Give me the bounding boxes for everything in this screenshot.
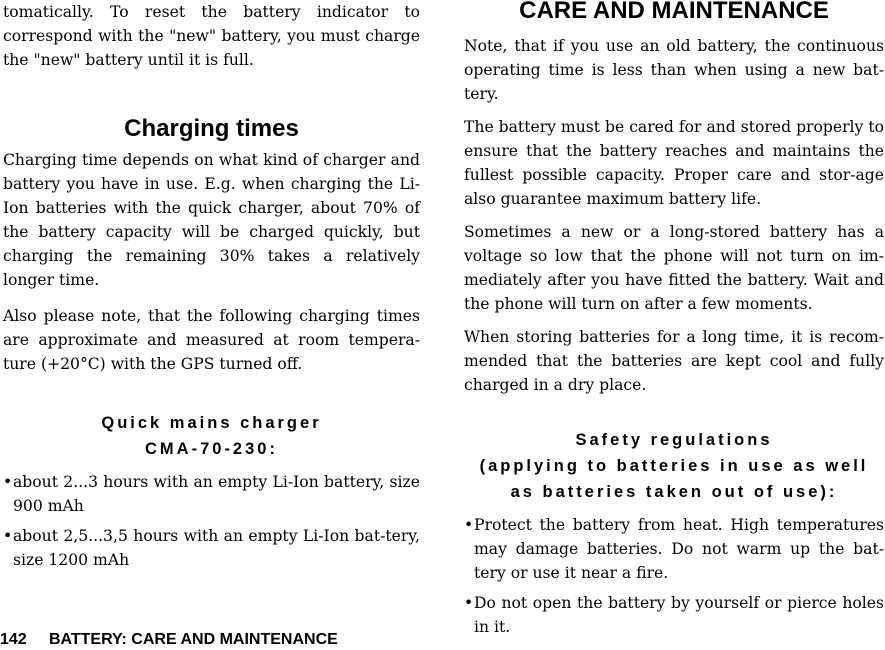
running-title: BATTERY: CARE AND MAINTENANCE — [48, 631, 338, 648]
charging-paragraph-2: Also please note, that the following charging times are approximate and measured at room tempera-ture (+20°C) with the GPS turned off. — [3, 307, 420, 373]
left-column — [3, 0, 420, 572]
charger-heading-line-1: Quick mains charger — [101, 414, 322, 432]
list-item — [464, 591, 884, 639]
charger-heading-line-2: CMA-70-230: — [145, 440, 278, 458]
charging-times-heading: Charging times — [124, 115, 299, 142]
list-item-text: Protect the battery from heat. High temperatures may damage batteries. Do not warm up the bat-tery or use it near a fire. — [474, 516, 884, 582]
safety-heading-line-3: as batteries taken out of use): — [510, 483, 838, 501]
bullet-marker: • — [3, 527, 13, 545]
safety-heading-line-1: Safety regulations — [575, 431, 773, 449]
intro-paragraph: tomatically. To reset the battery indicator to correspond with the "new" battery, you must charge the "new" battery until it is full. — [3, 3, 420, 69]
list-item-text: about 2,5...3,5 hours with an empty Li-Ion bat-tery, size 1200 mAh — [13, 527, 420, 569]
care-paragraph-2: The battery must be cared for and stored properly to ensure that the battery reaches and maintains the fullest possible capacity. Proper care and stor-age also guarantee maximum battery life. — [464, 118, 884, 208]
list-item-text: about 2...3 hours with an empty Li-Ion battery, size 900 mAh — [13, 473, 420, 515]
safety-heading-line-2: (applying to batteries in use as well — [479, 457, 869, 475]
list-item-text: Do not open the battery by yourself or pierce holes in it. — [474, 594, 884, 636]
bullet-marker: • — [464, 516, 474, 534]
care-paragraph-3: Sometimes a new or a long-stored battery has a voltage so low that the phone will not turn on im-mediately after you have fitted the battery. Wait and the phone will turn on after a few moments. — [464, 223, 884, 313]
care-maintenance-heading: CARE AND MAINTENANCE — [519, 0, 829, 24]
bullet-marker: • — [3, 473, 13, 491]
page-footer — [0, 630, 338, 650]
care-paragraph-1: Note, that if you use an old battery, the continuous operating time is less than when using a new bat-tery. — [464, 37, 884, 103]
bullet-marker: • — [464, 594, 474, 612]
right-column — [464, 0, 884, 639]
list-item — [464, 513, 884, 585]
list-item — [3, 524, 420, 572]
care-paragraph-4: When storing batteries for a long time, it is recom-mended that the batteries are kept cool and fully charged in a dry place. — [464, 328, 884, 394]
list-item — [3, 470, 420, 518]
charging-paragraph-1: Charging time depends on what kind of charger and battery you have in use. E.g. when charging the Li-Ion batteries with the quick charger, about 70% of the battery capacity will be charged quickly, but charging the remaining 30% takes a relatively longer time. — [3, 151, 420, 289]
page-number: 142 — [0, 631, 27, 648]
